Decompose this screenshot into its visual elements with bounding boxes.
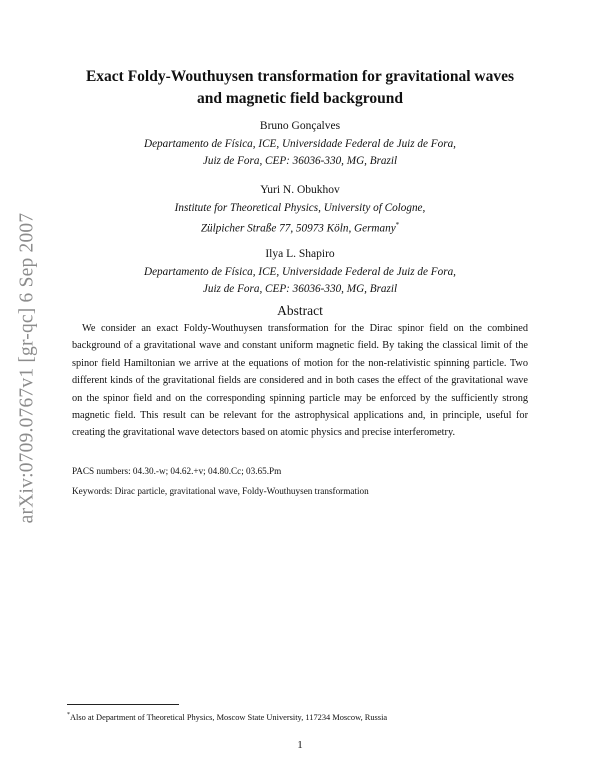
footnote [67,712,387,722]
keywords: Keywords: Dirac particle, gravitational wave, Foldy-Wouthuysen transformation [72,486,369,496]
author-affiliation-3 [0,264,600,298]
affiliation-line: Departamento de Física, ICE, Universidade Federal de Juiz de Fora, [144,138,456,150]
author-affiliation-1 [0,136,600,170]
affiliation-line: Juiz de Fora, CEP: 36036-330, MG, Brazil [202,155,398,167]
affiliation-line: Juiz de Fora, CEP: 36036-330, MG, Brazil [202,283,398,295]
paper-title [0,66,600,110]
author-name-1: Bruno Gonçalves [259,120,341,132]
author-name-2: Yuri N. Obukhov [260,184,340,196]
affiliation-line [0,217,600,238]
author-name-3: Ilya L. Shapiro [265,248,335,260]
author-affiliation-2 [0,200,600,238]
footnote-rule [67,704,179,705]
footnote-text: Also at Department of Theoretical Physics, Moscow State University, 117234 Moscow, Russia [70,712,388,722]
affiliation-line: Institute for Theoretical Physics, University of Cologne, [174,202,426,214]
affiliation-line: Departamento de Física, ICE, Universidade Federal de Juiz de Fora, [144,266,456,278]
abstract-heading: Abstract [277,303,323,318]
page-number: 1 [297,739,303,751]
title-line-2: and magnetic field background [197,90,403,107]
affiliation-line-text: Zülpicher Straße 77, 50973 Köln, Germany [200,222,396,235]
footnote-mark: * [67,712,70,718]
abstract-body: We consider an exact Foldy-Wouthuysen transformation for the Dirac spinor field on the combined background of a gravitational wave and constant uniform magnetic field. By taking the classical limit of the spinor field Hamiltonian we arrive at the equations of motion for the non-relativistic spinning particle. Two different kinds of the gravitational fields are considered and in both cases the effect of the gravitational wave on the spinor field and on the corresponding spinning particle may be enforced by the sufficiently strong magnetic field. This result can be relevant for the astrophysical applications and, in principle, useful for creating the gravitational wave detectors based on atomic physics and precise interferometry. [72,323,528,439]
title-line-1: Exact Foldy-Wouthuysen transformation for gravitational waves [85,68,515,85]
pacs-numbers: PACS numbers: 04.30.-w; 04.62.+v; 04.80.Cc; 03.65.Pm [72,466,282,476]
arxiv-identifier: arXiv:0709.0767v1 [gr-qc] 6 Sep 2007 [16,212,38,523]
footnote-marker: * [395,221,400,229]
